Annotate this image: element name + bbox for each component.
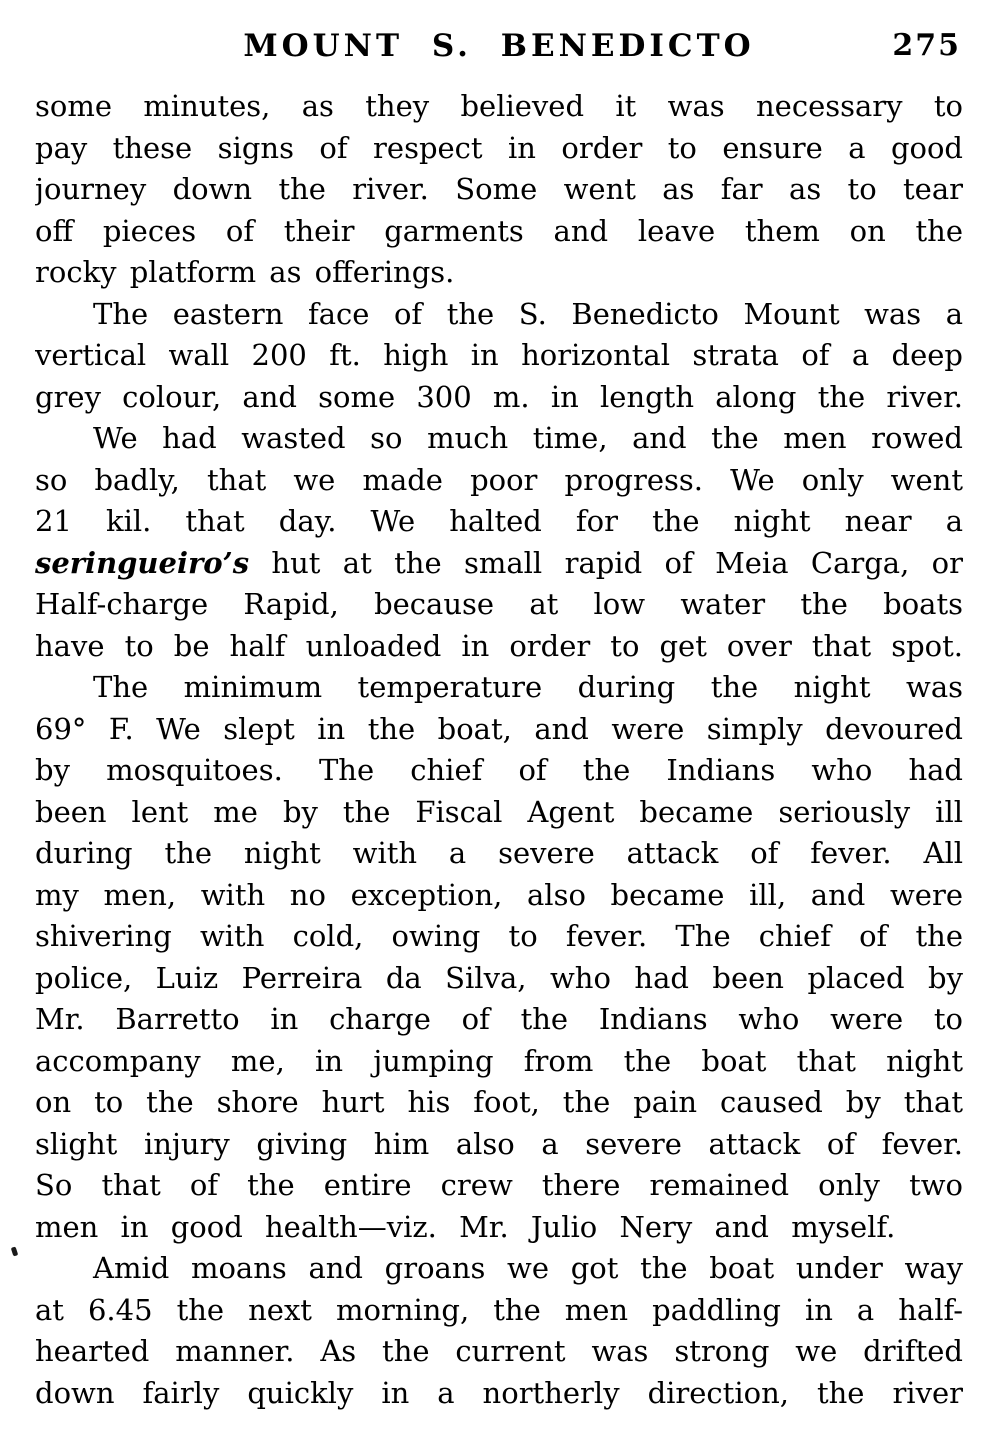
text-line: down fairly quickly in a northerly direction, the river <box>35 1375 963 1410</box>
text-line: shivering with cold, owing to fever. The chief of the <box>35 919 963 953</box>
paragraph-wasted-time <box>35 418 963 667</box>
text-line: The minimum temperature during the night was <box>93 670 963 704</box>
text-line: The eastern face of the S. Benedicto Mount was a <box>93 296 963 331</box>
text-line: Half-charge Rapid, because at low water the boats <box>35 587 963 621</box>
text-line: so badly, that we made poor progress. We only went <box>35 462 963 497</box>
text-line: rocky platform as offerings. <box>35 255 455 289</box>
text-line: police, Luiz Perreira da Silva, who had been placed by <box>35 960 963 995</box>
text-line: been lent me by the Fiscal Agent became seriously ill <box>35 794 963 829</box>
text-line: some minutes, as they believed it was necessary to <box>35 89 963 123</box>
text-line <box>35 543 963 585</box>
text-line-rest: hut at the small rapid of Meia Carga, or <box>249 545 963 580</box>
paragraph-night-fever <box>35 667 963 1248</box>
text-line: We had wasted so much time, and the men rowed <box>93 421 963 455</box>
text-line: pay these signs of respect in order to ensure a good <box>35 130 963 165</box>
text-line: journey down the river. Some went as far as to tear <box>35 172 963 206</box>
paragraph-eastern-face <box>35 294 963 419</box>
text-line: vertical wall 200 ft. high in horizontal strata of a deep <box>35 338 963 372</box>
text-line: hearted manner. As the current was strong we drifted <box>35 1334 963 1368</box>
text-line: during the night with a severe attack of fever. All <box>35 836 963 870</box>
page-body-text <box>35 86 963 1414</box>
page-number: 275 <box>892 28 961 63</box>
paragraph-under-way <box>35 1248 963 1414</box>
text-line: have to be half unloaded in order to get over that spot. <box>35 628 963 663</box>
text-line: on to the shore hurt his foot, the pain caused by that <box>35 1085 963 1119</box>
text-line: men in good health—viz. Mr. Julio Nery and myself. <box>35 1209 896 1244</box>
text-line: by mosquitoes. The chief of the Indians who had <box>35 753 963 787</box>
text-line: So that of the entire crew there remained only two <box>35 1168 963 1202</box>
text-line: off pieces of their garments and leave them on the <box>35 213 963 248</box>
ink-speck-artifact <box>11 1246 19 1256</box>
text-line: Amid moans and groans we got the boat under way <box>93 1251 963 1285</box>
running-header <box>35 24 963 68</box>
text-line: grey colour, and some 300 m. in length along the river. <box>35 379 963 414</box>
text-line: slight injury giving him also a severe attack of fever. <box>35 1126 963 1161</box>
text-line: accompany me, in jumping from the boat that night <box>35 1043 963 1078</box>
running-header-title: MOUNT S. BENEDICTO <box>243 28 755 64</box>
italic-term-seringueiro: seringueiro’s <box>35 545 250 580</box>
text-line: my men, with no exception, also became ill, and were <box>35 877 963 912</box>
text-line: Mr. Barretto in charge of the Indians who were to <box>35 1002 963 1036</box>
paragraph-continuation <box>35 86 963 294</box>
text-line: at 6.45 the next morning, the men paddling in a half- <box>35 1292 963 1327</box>
text-line: 69° F. We slept in the boat, and were simply devoured <box>35 711 963 746</box>
text-line: 21 kil. that day. We halted for the night near a <box>35 504 963 538</box>
